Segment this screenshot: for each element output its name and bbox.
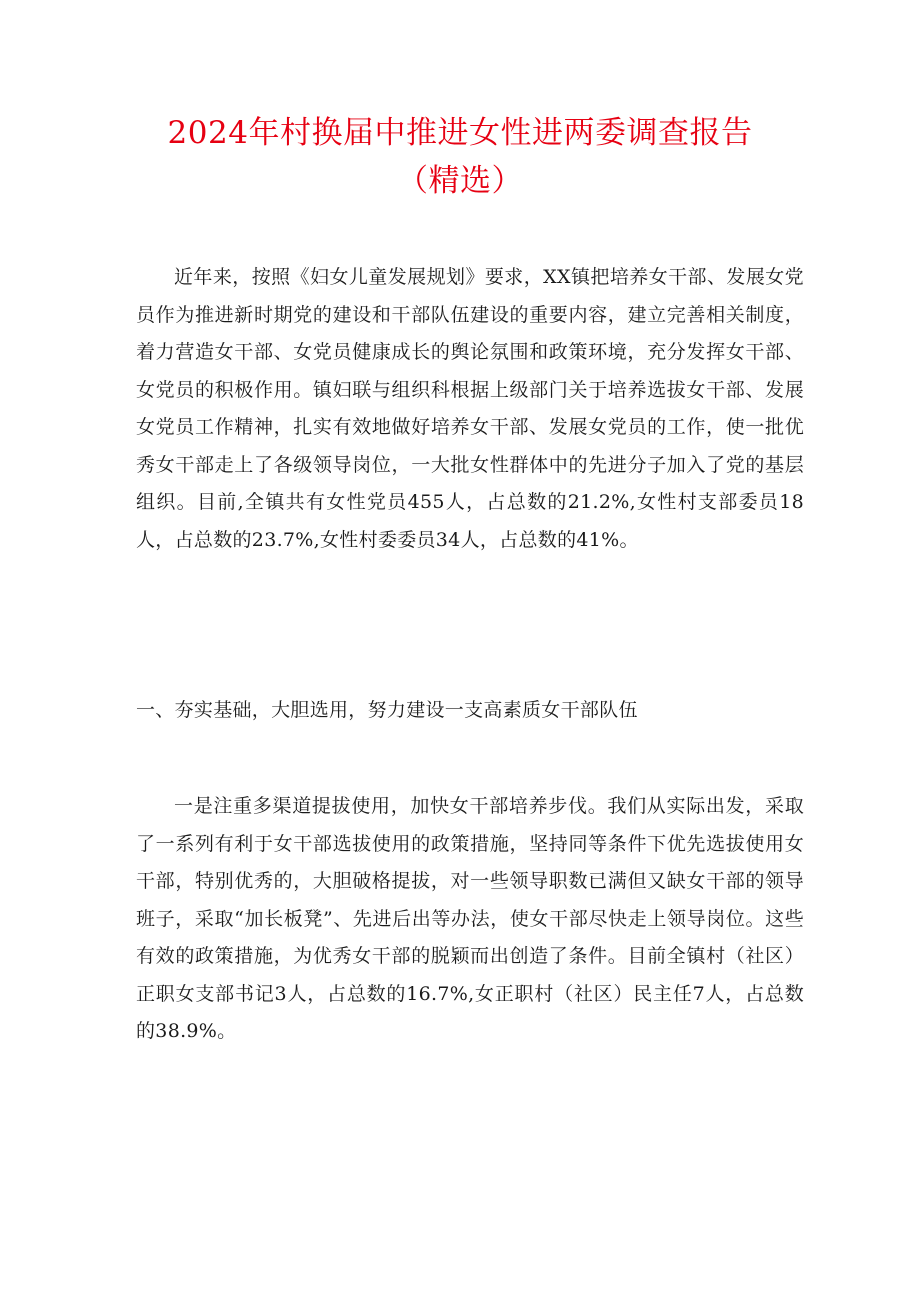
document-title: 2024年村换届中推进女性进两委调查报告 (167, 115, 753, 151)
body-paragraph-1: 一是注重多渠道提拔使用，加快女干部培养步伐。我们从实际出发，采取了一系列有利于女干部选拔使用的政策措施，坚持同等条件下优先选拔使用女干部，特别优秀的，大胆破格提拔，对一些领导职数已满但又缺女干部的领导班子，采取“加长板凳”、先进后出等办法，使女干部尽快走上领导岗位。这些有效的政策措施，为优秀女干部的脱颖而出创造了条件。目前全镇村（社区）正职女支部书记3人，占总数的16.7%,女正职村（社区）民主任7人，占总数的38.9%。 (136, 795, 804, 1042)
section-heading-1: 一、夯实基础，大胆选用，努力建设一支高素质女干部队伍 (136, 699, 638, 721)
document-subtitle: （精选） (397, 163, 523, 199)
intro-paragraph: 近年来，按照《妇女儿童发展规划》要求，XX镇把培养女干部、发展女党员作为推进新时期党的建设和干部队伍建设的重要内容，建立完善相关制度，着力营造女干部、女党员健康成长的舆论氛围和政策环境，充分发挥女干部、女党员的积极作用。镇妇联与组织科根据上级部门关于培养选拔女干部、发展女党员工作精神，扎实有效地做好培养女干部、发展女党员的工作，使一批优秀女干部走上了各级领导岗位，一大批女性群体中的先进分子加入了党的基层组织。目前,全镇共有女性党员455人，占总数的21.2%,女性村支部委员18人，占总数的23.7%,女性村委委员34人，占总数的41%。 (136, 266, 804, 551)
